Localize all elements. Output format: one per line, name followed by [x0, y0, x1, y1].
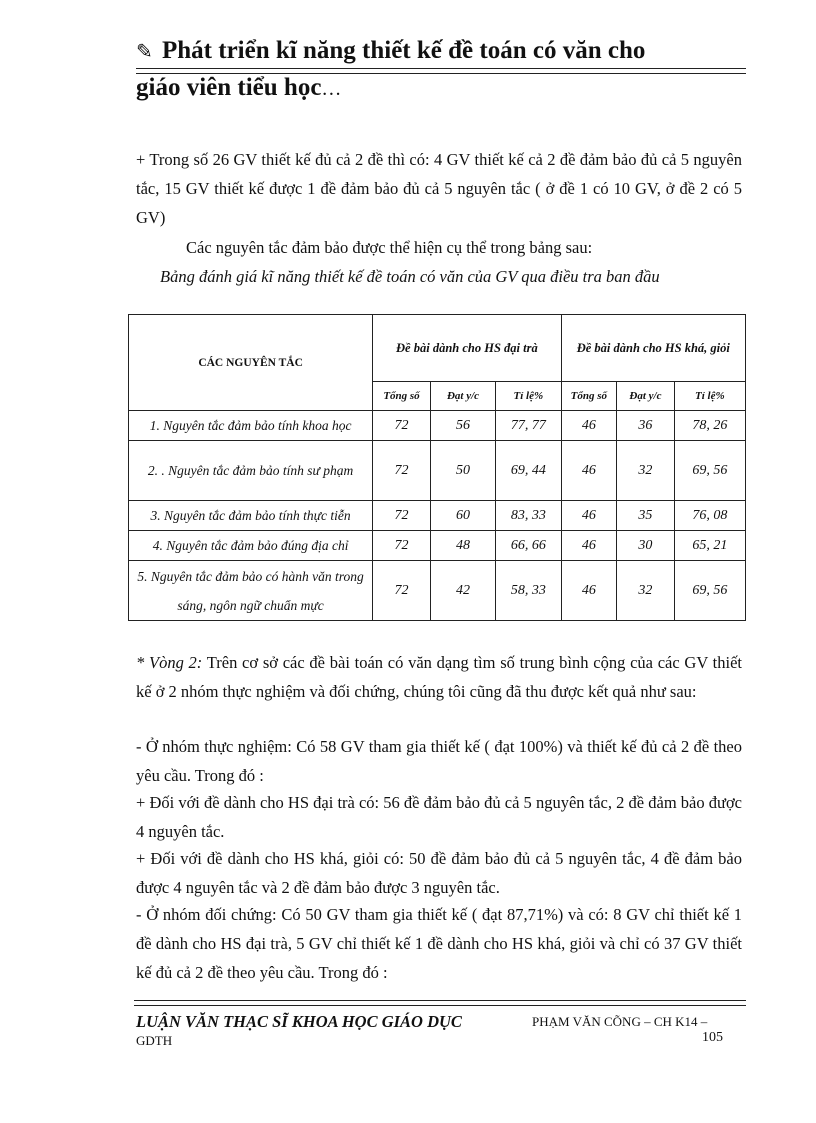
cell-pct-1: 69, 44	[496, 441, 561, 501]
regular-students-paragraph: + Đối với đề dành cho HS đại trà có: 56 đề đảm bảo đủ cả 5 nguyên tắc, 2 đề đảm bảo được 4 nguyên tắc.	[136, 793, 742, 841]
cell-ok-2: 36	[617, 411, 674, 441]
cell-ok-1: 60	[430, 501, 495, 531]
pen-icon: ✎	[136, 41, 153, 63]
cell-total-2: 46	[561, 411, 617, 441]
table-row	[129, 441, 746, 501]
cell-pct-2: 65, 21	[674, 531, 745, 561]
experimental-group-paragraph: - Ở nhóm thực nghiệm: Có 58 GV tham gia thiết kế ( đạt 100%) và thiết kế đủ cả 2 đề theo yêu cầu. Trong đó :	[136, 737, 742, 785]
cell-pct-1: 58, 33	[496, 561, 561, 621]
table-row	[129, 411, 746, 441]
table-row	[129, 561, 746, 621]
group-header-regular: Đề bài dành cho HS đại trà	[373, 315, 561, 382]
advanced-students-paragraph: + Đối với đề dành cho HS khá, giỏi có: 50 đề đảm bảo đủ cả 5 nguyên tắc, 4 đề đảm bảo được 4 nguyên tắc và 2 đề đảm bảo được 3 nguyên tắc.	[136, 849, 742, 897]
footer-author: PHẠM VĂN CÕNG – CH K14 –	[532, 1014, 708, 1029]
col-pct-2: Tỉ lệ%	[674, 382, 745, 411]
table-lead-text: Các nguyên tắc đảm bảo được thể hiện cụ thể trong bảng sau:	[186, 238, 593, 257]
col-ok-1: Đạt y/c	[430, 382, 495, 411]
cell-ok-2: 32	[617, 561, 674, 621]
header-ellipsis: …	[321, 78, 342, 100]
round2-paragraph	[136, 648, 742, 706]
cell-ok-1: 50	[430, 441, 495, 501]
table-row	[129, 501, 746, 531]
col-total-1: Tổng số	[373, 382, 431, 411]
cell-pct-1: 66, 66	[496, 531, 561, 561]
cell-total-2: 46	[561, 531, 617, 561]
cell-total-1: 72	[373, 441, 431, 501]
cell-total-1: 72	[373, 561, 431, 621]
cell-total-1: 72	[373, 411, 431, 441]
col-pct-1: Tỉ lệ%	[496, 382, 561, 411]
cell-ok-1: 48	[430, 531, 495, 561]
col-ok-2: Đạt y/c	[617, 382, 674, 411]
round2-text: Trên cơ sở các đề bài toán có văn dạng tìm số trung bình cộng của các GV thiết kế ở 2 nhóm thực nghiệm và đối chứng, chúng tôi cũng đã thu được kết quả như sau:	[136, 653, 743, 701]
cell-pct-2: 69, 56	[674, 561, 745, 621]
round2-label: * Vòng 2:	[136, 653, 203, 672]
cell-ok-2: 35	[617, 501, 674, 531]
cell-pct-1: 77, 77	[496, 411, 561, 441]
group-header-advanced: Đề bài dành cho HS khá, giỏi	[561, 315, 745, 382]
row-criterion: 5. Nguyên tắc đảm bảo có hành văn trong sáng, ngôn ngữ chuẩn mực	[129, 561, 373, 621]
cell-pct-2: 69, 56	[674, 441, 745, 501]
intro-paragraph: + Trong số 26 GV thiết kế đủ cả 2 đề thì có: 4 GV thiết kế cả 2 đề đảm bảo đủ cả 5 nguyên tắc, 15 GV thiết kế được 1 đề đảm bảo đủ cả 5 nguyên tắc ( ở đề 1 có 10 GV, ở đề 2 có 5 GV)	[136, 150, 742, 227]
criteria-header: CÁC NGUYÊN TẮC	[129, 315, 373, 411]
row-criterion: 4. Nguyên tắc đảm bảo đúng địa chỉ	[129, 531, 373, 561]
cell-pct-2: 78, 26	[674, 411, 745, 441]
table-header-row	[129, 315, 746, 382]
table-caption: Bảng đánh giá kĩ năng thiết kế đề toán có văn của GV qua điều tra ban đầu	[160, 267, 660, 286]
table-row	[129, 531, 746, 561]
cell-total-2: 46	[561, 441, 617, 501]
footer-thesis-title: LUẬN VĂN THẠC SĨ KHOA HỌC GIÁO DỤC	[136, 1012, 462, 1031]
cell-ok-2: 30	[617, 531, 674, 561]
cell-total-2: 46	[561, 501, 617, 531]
cell-pct-2: 76, 08	[674, 501, 745, 531]
header-title-line1: Phát triển kĩ năng thiết kế đề toán có văn cho	[162, 37, 646, 64]
page-header	[136, 36, 746, 67]
cell-total-1: 72	[373, 531, 431, 561]
header-title-line2: giáo viên tiểu học	[136, 74, 322, 101]
evaluation-table	[128, 314, 746, 621]
row-criterion: 1. Nguyên tắc đảm bảo tính khoa học	[129, 411, 373, 441]
cell-ok-2: 32	[617, 441, 674, 501]
cell-ok-1: 42	[430, 561, 495, 621]
footer-major: GDTH	[136, 1033, 173, 1048]
control-group-paragraph: - Ở nhóm đối chứng: Có 50 GV tham gia thiết kế ( đạt 87,71%) và có: 8 GV chỉ thiết kế 1 đề dành cho HS đại trà, 5 GV chỉ thiết kế 1 đề dành cho HS khá, giỏi và chỉ có 37 GV thiết kế đủ cả 2 đề theo yêu cầu. Trong đó :	[136, 905, 742, 982]
cell-total-2: 46	[561, 561, 617, 621]
row-criterion: 3. Nguyên tắc đảm bảo tính thực tiễn	[129, 501, 373, 531]
page-number: 105	[702, 1030, 723, 1045]
cell-pct-1: 83, 33	[496, 501, 561, 531]
cell-total-1: 72	[373, 501, 431, 531]
footer-rule	[134, 1000, 746, 1006]
cell-ok-1: 56	[430, 411, 495, 441]
col-total-2: Tổng số	[561, 382, 617, 411]
row-criterion: 2. . Nguyên tắc đảm bảo tính sư phạm	[129, 441, 373, 501]
